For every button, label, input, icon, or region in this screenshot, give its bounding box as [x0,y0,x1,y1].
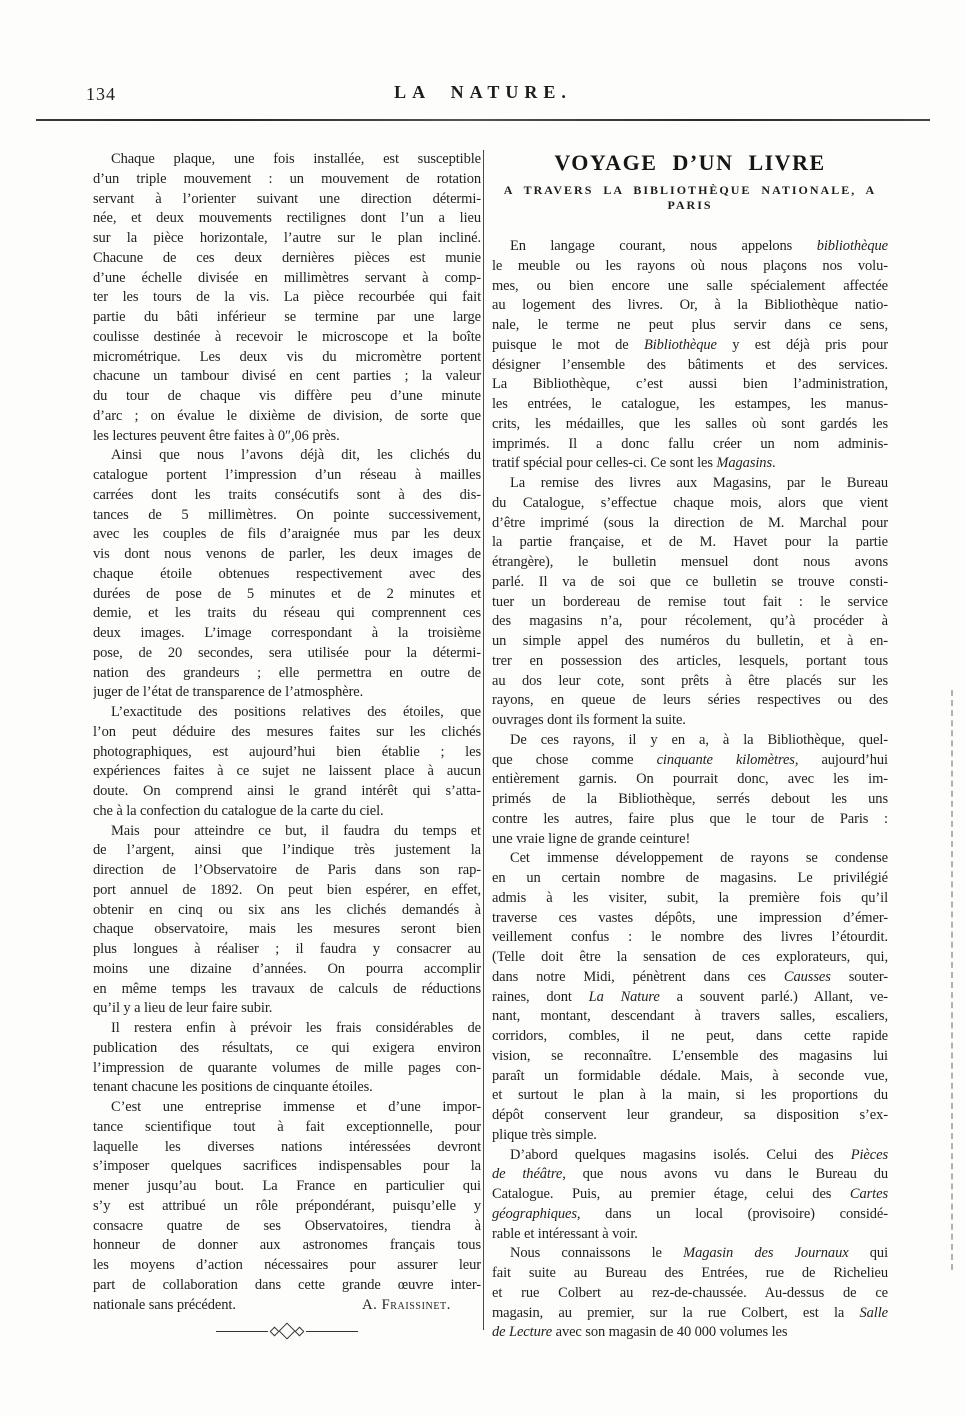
text-line: sur la pièce horizontale, l’autre sur le plan incliné. [93,230,481,246]
left-column-text [93,150,481,1315]
text-line: part de collaboration dans cette grande œuvre inter- [93,1276,481,1293]
paragraph [492,1244,888,1343]
author-signature: A. Fraissinet. [362,1296,451,1313]
text-line: les entrées, le catalogue, les estampes, les manus- [492,396,888,412]
paragraph [93,1098,481,1315]
text-line: que chose comme cinquante kilomètres, aujourd’hui [492,751,888,768]
text-line: plus longues à réaliser ; il faudra y consacrer au [93,941,481,957]
text-line: du Catalogue, s’effectue chaque mois, alors que vient [492,494,888,511]
text-line: ouvrages dont ils forment la suite. [492,712,686,728]
text-line: le meuble ou les rayons où nous plaçons nos volu- [492,257,888,274]
ornament-line [306,1331,358,1332]
ornament-diamond-small-icon [295,1326,305,1336]
text-line: la partie française, et de M. Havet pour la partie [492,534,888,551]
text-line: avec les couples de fils d’araignée mus par les deux [93,526,481,543]
text-line: entièrement garnis. On pourrait donc, avec les im- [492,771,888,788]
text-line: Il restera enfin à prévoir les frais considérables de [111,1020,481,1036]
article-subtitle: A TRAVERS LA BIBLIOTHÈQUE NATIONALE, A PARIS [503,183,877,212]
text-line: du tour de chaque vis diffère peu d’une minute [93,388,481,404]
text-line: rable et intéressant à voir. [492,1225,638,1242]
text-line: tance scientifique tout à fait exceptionnelle, pour [93,1118,481,1135]
text-line: micrométrique. Les deux vis du micromètre portent [93,348,481,365]
text-line: au dos leur cote, sont prêts à être placés sur les [492,672,888,689]
text-line: imprimés. Il a donc fallu créer un nom adminis- [492,435,888,452]
text-line: nant, montant, descendant à travers salles, escaliers, [492,1008,888,1025]
paragraph [93,446,481,703]
text-line: consacre quatre de ses Observatoires, tiendra à [93,1217,481,1234]
text-line: nation des grandeurs ; elle permettra en outre de [93,664,481,681]
text-line: doute. On comprend ainsi le grand intérêt qui s’atta- [93,783,481,799]
text-line: primés de la Bibliothèque, serrés debout les uns [492,791,888,807]
right-column [492,150,888,1343]
text-line: s’y est attribué un rôle prépondérant, puisqu’elle y [93,1197,481,1214]
text-line: catalogue portent l’impression d’un réseau à mailles [93,467,481,483]
text-line: née, et deux mouvements rectilignes dont l’un a lieu [93,210,481,227]
text-line: mes, ou bien encore une salle spécialement affectée [492,277,888,294]
text-line: désigner l’ensemble des bâtiments et des services. [492,356,888,373]
text-line: chaque étoile obtenues respectivement avec des [93,565,481,582]
text-line: traverse ces vastes dépôts, une impression d’émer- [492,909,888,926]
ornament-diamond-large-icon [279,1323,296,1340]
text-line: parlé. Il va de soi que ce bulletin se trouve consti- [492,573,888,590]
text-line: photographiques, est aujourd’hui bien établie ; les [93,743,481,760]
text-line: nale, le terme ne peut plus servir dans ce sens, [492,317,888,333]
text-line: en même temps les travaux de calculs de réductions [93,980,481,997]
text-line: demie, et les traits du réseau qui comprennent ces [93,605,481,622]
paragraph [93,150,481,446]
text-line: juger de l’état de transparence de l’atmosphère. [93,684,364,701]
text-line: plique très simple. [492,1126,597,1143]
text-line: raines, dont La Nature a souvent parlé.) Allant, ve- [492,988,888,1005]
paragraph [93,703,481,822]
text-line: puisque le mot de Bibliothèque y est déjà pris pour [492,336,888,353]
text-line: mener jusqu’au bout. La France en particulier qui [93,1178,481,1194]
text-line: dépôt conservent leur grandeur, sa disposition s’ex- [492,1107,888,1123]
text-line: obtenir en cinq ou six ans les clichés demandés à [93,901,481,918]
text-line: publication des résultats, ce qui exigera environ [93,1039,481,1056]
text-line: Chaque plaque, une fois installée, est susceptible [111,151,481,167]
text-line: corridors, combles, il ne peut, dans cette rapide [492,1028,888,1044]
text-line: La Bibliothèque, c’est aussi bien l’administration, [492,376,888,393]
text-line: en un certain nombre de magasins. Le privilégié [492,870,888,886]
text-line: dans notre Midi, pénètrent dans ces Causses souter- [492,968,888,985]
text-line: che à la confection du catalogue de la carte du ciel. [93,802,384,819]
right-column-text [492,237,888,1343]
text-line: de théâtre, que nous avons vu dans le Bureau du [492,1166,888,1183]
text-line: tenant chacune les positions de cinquante étoiles. [93,1079,373,1096]
text-line: s’imposer quelques sacrifices indispensables pour la [93,1158,481,1175]
text-line: d’un triple mouvement : un mouvement de rotation [93,170,481,187]
text-line: rayons, en queue de leurs séries respectives ou des [492,692,888,709]
text-line: admis à les visiter, subit, la première fois qu’il [492,889,888,906]
text-line: vision, se reconnaître. L’ensemble des magasins lui [492,1047,888,1064]
text-line: contre les autres, faire plus que le tour de Paris : [492,810,888,827]
text-line: coulisse destinée à recevoir le microscope et la boîte [93,328,481,345]
header-rule [36,119,930,121]
journal-title: LA NATURE. [394,82,572,102]
text-line: et surtout le plan à la main, si les proportions du [492,1087,888,1104]
text-line: un simple appel des numéros du bulletin, et à en- [492,633,888,649]
text-line: De ces rayons, il y en a, à la Bibliothèque, quel- [510,731,888,748]
column-divider-rule [483,150,484,1330]
text-line: durées de pose de 5 minutes et de 2 minutes et [93,585,481,602]
text-line: d’être imprimé (sous la direction de M. Marchal pour [492,514,888,531]
text-line: D’abord quelques magasins isolés. Celui des Pièces [510,1146,888,1163]
text-line: chacune un tambour divisé en cent parties ; la valeur [93,368,481,385]
text-line: L’exactitude des positions relatives des étoiles, que [111,704,481,720]
text-line: fait suite au Bureau des Entrées, rue de Richelieu [492,1265,888,1281]
paragraph [492,731,888,850]
text-line: qu’il y a lieu de leur faire subir. [93,1000,273,1017]
text-line: Mais pour atteindre ce but, il faudra du temps et [111,822,481,839]
text-line: les moyens d’action nécessaires pour assurer leur [93,1257,481,1273]
left-column [93,150,481,1338]
text-line: pose, de 20 secondes, sera utilisée pour la détermi- [93,644,481,661]
text-line: ter les tours de la vis. La pièce recourbée qui fait [93,289,481,306]
page-number: 134 [86,84,116,104]
paragraph [93,822,481,1020]
divider-ornament [93,1324,481,1338]
text-line: expériences faites à ce sujet ne laissent place à aucun [93,763,481,780]
text-line: trer en possession des articles, lesquels, portant tous [492,652,888,669]
text-line: géographiques, dans un local (provisoire) considé- [492,1205,888,1222]
text-line: (Telle doit être la sensation de ces explorateurs, qui, [492,949,888,965]
text-line: direction de l’Observatoire de Paris dans son rap- [93,862,481,878]
text-line: Catalogue. Puis, au premier étage, celui des Cartes [492,1186,888,1202]
paragraph [492,237,888,474]
text-line: Chacune de ces deux dernières pièces est munie [93,249,481,266]
text-line: de Lecture avec son magasin de 40 000 volumes les [492,1324,788,1341]
text-line: tuer un bordereau de remise tout fait : le service [492,593,888,610]
paragraph [492,474,888,731]
text-line: tances de 5 millimètres. On pointe successivement, [93,506,481,523]
paragraph [93,1019,481,1098]
text-line [93,1296,481,1316]
text-line: servant à l’orienter suivant une direction détermi- [93,190,481,207]
text-line: magasin, au premier, sur la rue Colbert, est la Salle [492,1304,888,1321]
paragraph [492,849,888,1145]
text-line: La remise des livres aux Magasins, par le Bureau [510,475,888,491]
text-line: port annuel de 1892. On peut bien espérer, en effet, [93,881,481,898]
text-line: des magasins n’a, pour récolement, qu’à procéder à [492,613,888,630]
text-line: une vraie ligne de grande ceinture! [492,830,691,847]
text-line: l’impression de quarante volumes de mille pages con- [93,1059,481,1076]
text-line: En langage courant, nous appelons bibliothèque [510,238,888,254]
text-line: et rue Colbert au rez-de-chaussée. Au-dessus de ce [492,1284,888,1301]
article-title: VOYAGE D’UN LIVRE [554,150,826,175]
text-line: d’arc ; on évalue le dixième de division, de sorte que [93,407,481,424]
ornament-line [216,1331,268,1332]
text-line: moins une dizaine d’années. On pourra accomplir [93,960,481,977]
text-line: Nous connaissons le Magasin des Journaux qui [510,1245,888,1262]
text-line: vis dont nous venons de parler, les deux images de [93,546,481,562]
text-line: laquelle les diverses nations intéressées devront [93,1138,481,1155]
text-line: honneur de donner aux astronomes français tous [93,1237,481,1254]
text-line: paraît un formidable dédale. Mais, à seconde vue, [492,1067,888,1084]
text-line: crits, les médailles, que les salles où sont gardés les [492,415,888,432]
text-line: l’on peut déduire des mesures faites sur les clichés [93,723,481,740]
text-line: les lectures peuvent être faites à 0″,06 près. [93,427,340,444]
text-line: au logement des livres. Or, à la Bibliothèque natio- [492,297,888,314]
text-line: Ainsi que nous l’avons déjà dit, les clichés du [111,447,481,464]
text-line: C’est une entreprise immense et d’une impor- [111,1099,481,1115]
scan-edge-artifact [951,690,953,1270]
text-line: partie du bâti inférieur se termine par une large [93,309,481,325]
paragraph-end-text: nationale sans précédent. [93,1296,236,1313]
text-line: Cet immense développement de rayons se condense [510,850,888,867]
text-line: carrées dont les traits consécutifs sont à des dis- [93,486,481,503]
text-line: chaque observatoire, mais les mesures seront bien [93,921,481,938]
text-line: d’une échelle divisée en millimètres servant à comp- [93,269,481,286]
text-line: tratif spécial pour celles-ci. Ce sont les Magasins. [492,455,776,472]
text-line: de l’argent, ainsi que l’indique très justement la [93,842,481,859]
text-line: veillement confus : le nombre des livres l’étourdit. [492,929,888,946]
paragraph [492,1146,888,1245]
text-line: deux images. L’image correspondant à la troisième [93,625,481,641]
text-line: étrangère), le bulletin mensuel dont nous avons [492,554,888,570]
